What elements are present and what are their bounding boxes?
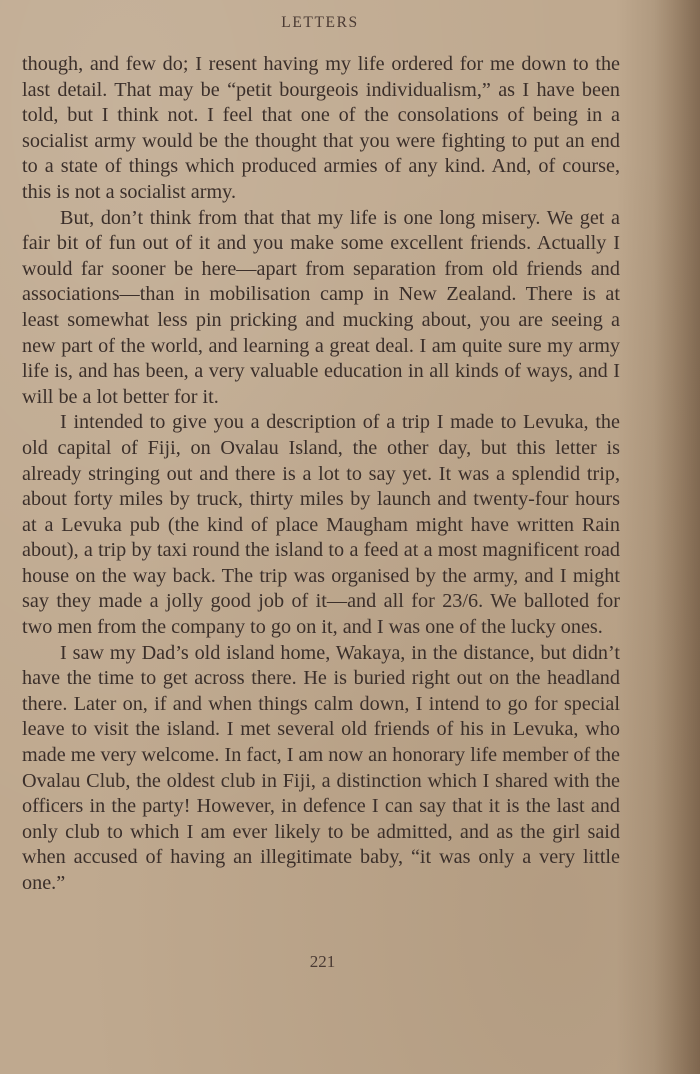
paragraph-misery: But, don’t think from that that my life is one long misery. We get a fair bit of fun out of it and you make some excellent friends. Actually I would far sooner be here—apart from separation from old friends and associations—than in mobilisation camp in New Zealand. There is at least somewhat less pin pricking and mucking about, you are seeing a new part of the world, and learning a great deal. I am quite sure my army life is, and has been, a very valuable education in all kinds of ways, and I will be a lot better for it. <box>22 206 620 408</box>
body-text <box>22 52 620 897</box>
paragraph-wakaya: I saw my Dad’s old island home, Wakaya, in the distance, but didn’t have the time to get across there. He is buried right out on the headland there. Later on, if and when things calm down, I intend to go for special leave to visit the island. I met several old friends of his in Levuka, who made me very welcome. In fact, I am now an honorary life member of the Ovalau Club, the oldest club in Fiji, a distinction which I shared with the officers in the party! However, in defence I can say that it is the last and only club to which I am ever likely to be admitted, and as the girl said when accused of having an illegitimate baby, “it was only a very little one.” <box>22 641 620 894</box>
paragraph-continuation: though, and few do; I resent having my life ordered for me down to the last detail. That may be “petit bourgeois individualism,” as I have been told, but I think not. I feel that one of the consolations of being in a socialist army would be the thought that you were fighting to put an end to a state of things which produced armies of any kind. And, of course, this is not a socialist army. <box>22 53 620 203</box>
page-number: 221 <box>309 952 336 971</box>
paragraph-levuka-trip: I intended to give you a description of a trip I made to Levuka, the old capital of Fiji, on Ovalau Island, the other day, but this letter is already stringing out and there is a lot to say yet. It was a splendid trip, about forty miles by truck, thirty miles by launch and twenty-four hours at a Levuka pub (the kind of place Maugham might have written Rain about), a trip by taxi round the island to a feed at a most magnificent road house on the way back. The trip was organised by the army, and I might say they made a jolly good job of it—and all for 23/6. We balloted for two men from the company to go on it, and I was one of the lucky ones. <box>22 411 620 639</box>
page-edge-shadow <box>654 0 700 1074</box>
running-head-title: LETTERS <box>281 14 359 31</box>
